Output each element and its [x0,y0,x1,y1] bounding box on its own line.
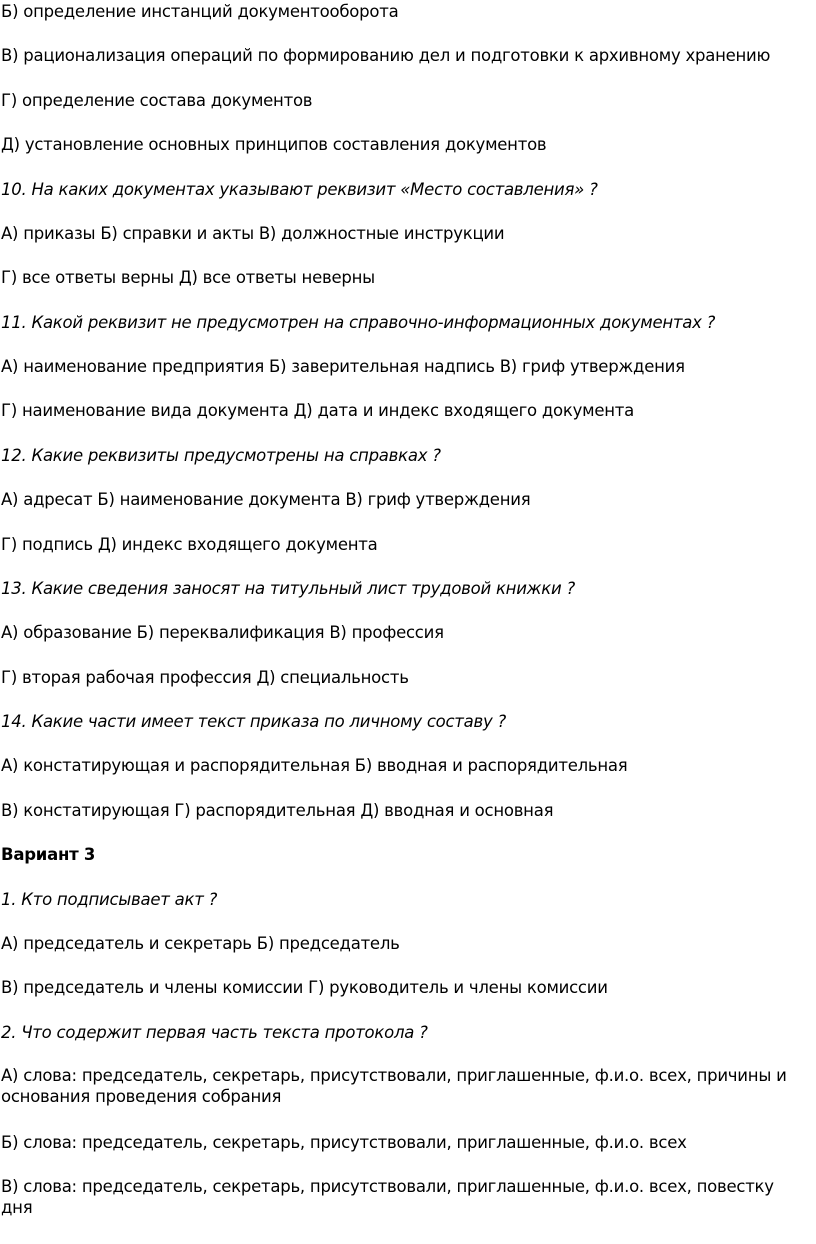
question-line: 11. Какой реквизит не предусмотрен на справочно-информационных документах ? [1,313,716,332]
answer-line: Б) слова: председатель, секретарь, присутствовали, приглашенные, ф.и.о. всех [1,1133,687,1152]
answer-line: Г) наименование вида документа Д) дата и индекс входящего документа [1,401,634,420]
question-line: 1. Кто подписывает акт ? [1,890,218,909]
answer-line: В) слова: председатель, секретарь, присутствовали, приглашенные, ф.и.о. всех, повестку дня [1,1177,774,1217]
question-line: 12. Какие реквизиты предусмотрены на справках ? [1,446,441,465]
answer-line: Г) вторая рабочая профессия Д) специальность [1,668,409,687]
section-heading: Вариант 3 [1,845,96,864]
answer-line: А) слова: председатель, секретарь, присутствовали, приглашенные, ф.и.о. всех, причины и основания проведения собрания [1,1066,787,1106]
answer-line: Б) определение инстанций документооборота [1,2,399,21]
answer-line: А) председатель и секретарь Б) председатель [1,934,400,953]
answer-line: В) председатель и члены комиссии Г) руководитель и члены комиссии [1,978,608,997]
question-line: 14. Какие части имеет текст приказа по личному составу ? [1,712,507,731]
question-line: 2. Что содержит первая часть текста протокола ? [1,1023,428,1042]
answer-line: А) наименование предприятия Б) заверительная надпись В) гриф утверждения [1,357,685,376]
answer-line: В) рационализация операций по формированию дел и подготовки к архивному хранению [1,46,771,65]
answer-line: Д) установление основных принципов составления документов [1,135,547,154]
answer-line: А) приказы Б) справки и акты В) должностные инструкции [1,224,505,243]
question-line: 10. На каких документах указывают реквизит «Место составления» ? [1,180,598,199]
answer-line: Г) все ответы верны Д) все ответы неверны [1,268,375,287]
answer-line: Г) подпись Д) индекс входящего документа [1,535,378,554]
answer-line: А) констатирующая и распорядительная Б) вводная и распорядительная [1,756,628,775]
answer-line: Г) определение состава документов [1,91,313,110]
answer-line: В) констатирующая Г) распорядительная Д) вводная и основная [1,801,554,820]
answer-line: А) образование Б) переквалификация В) профессия [1,623,444,642]
question-line: 13. Какие сведения заносят на титульный лист трудовой книжки ? [1,579,575,598]
answer-line: А) адресат Б) наименование документа В) гриф утверждения [1,490,531,509]
